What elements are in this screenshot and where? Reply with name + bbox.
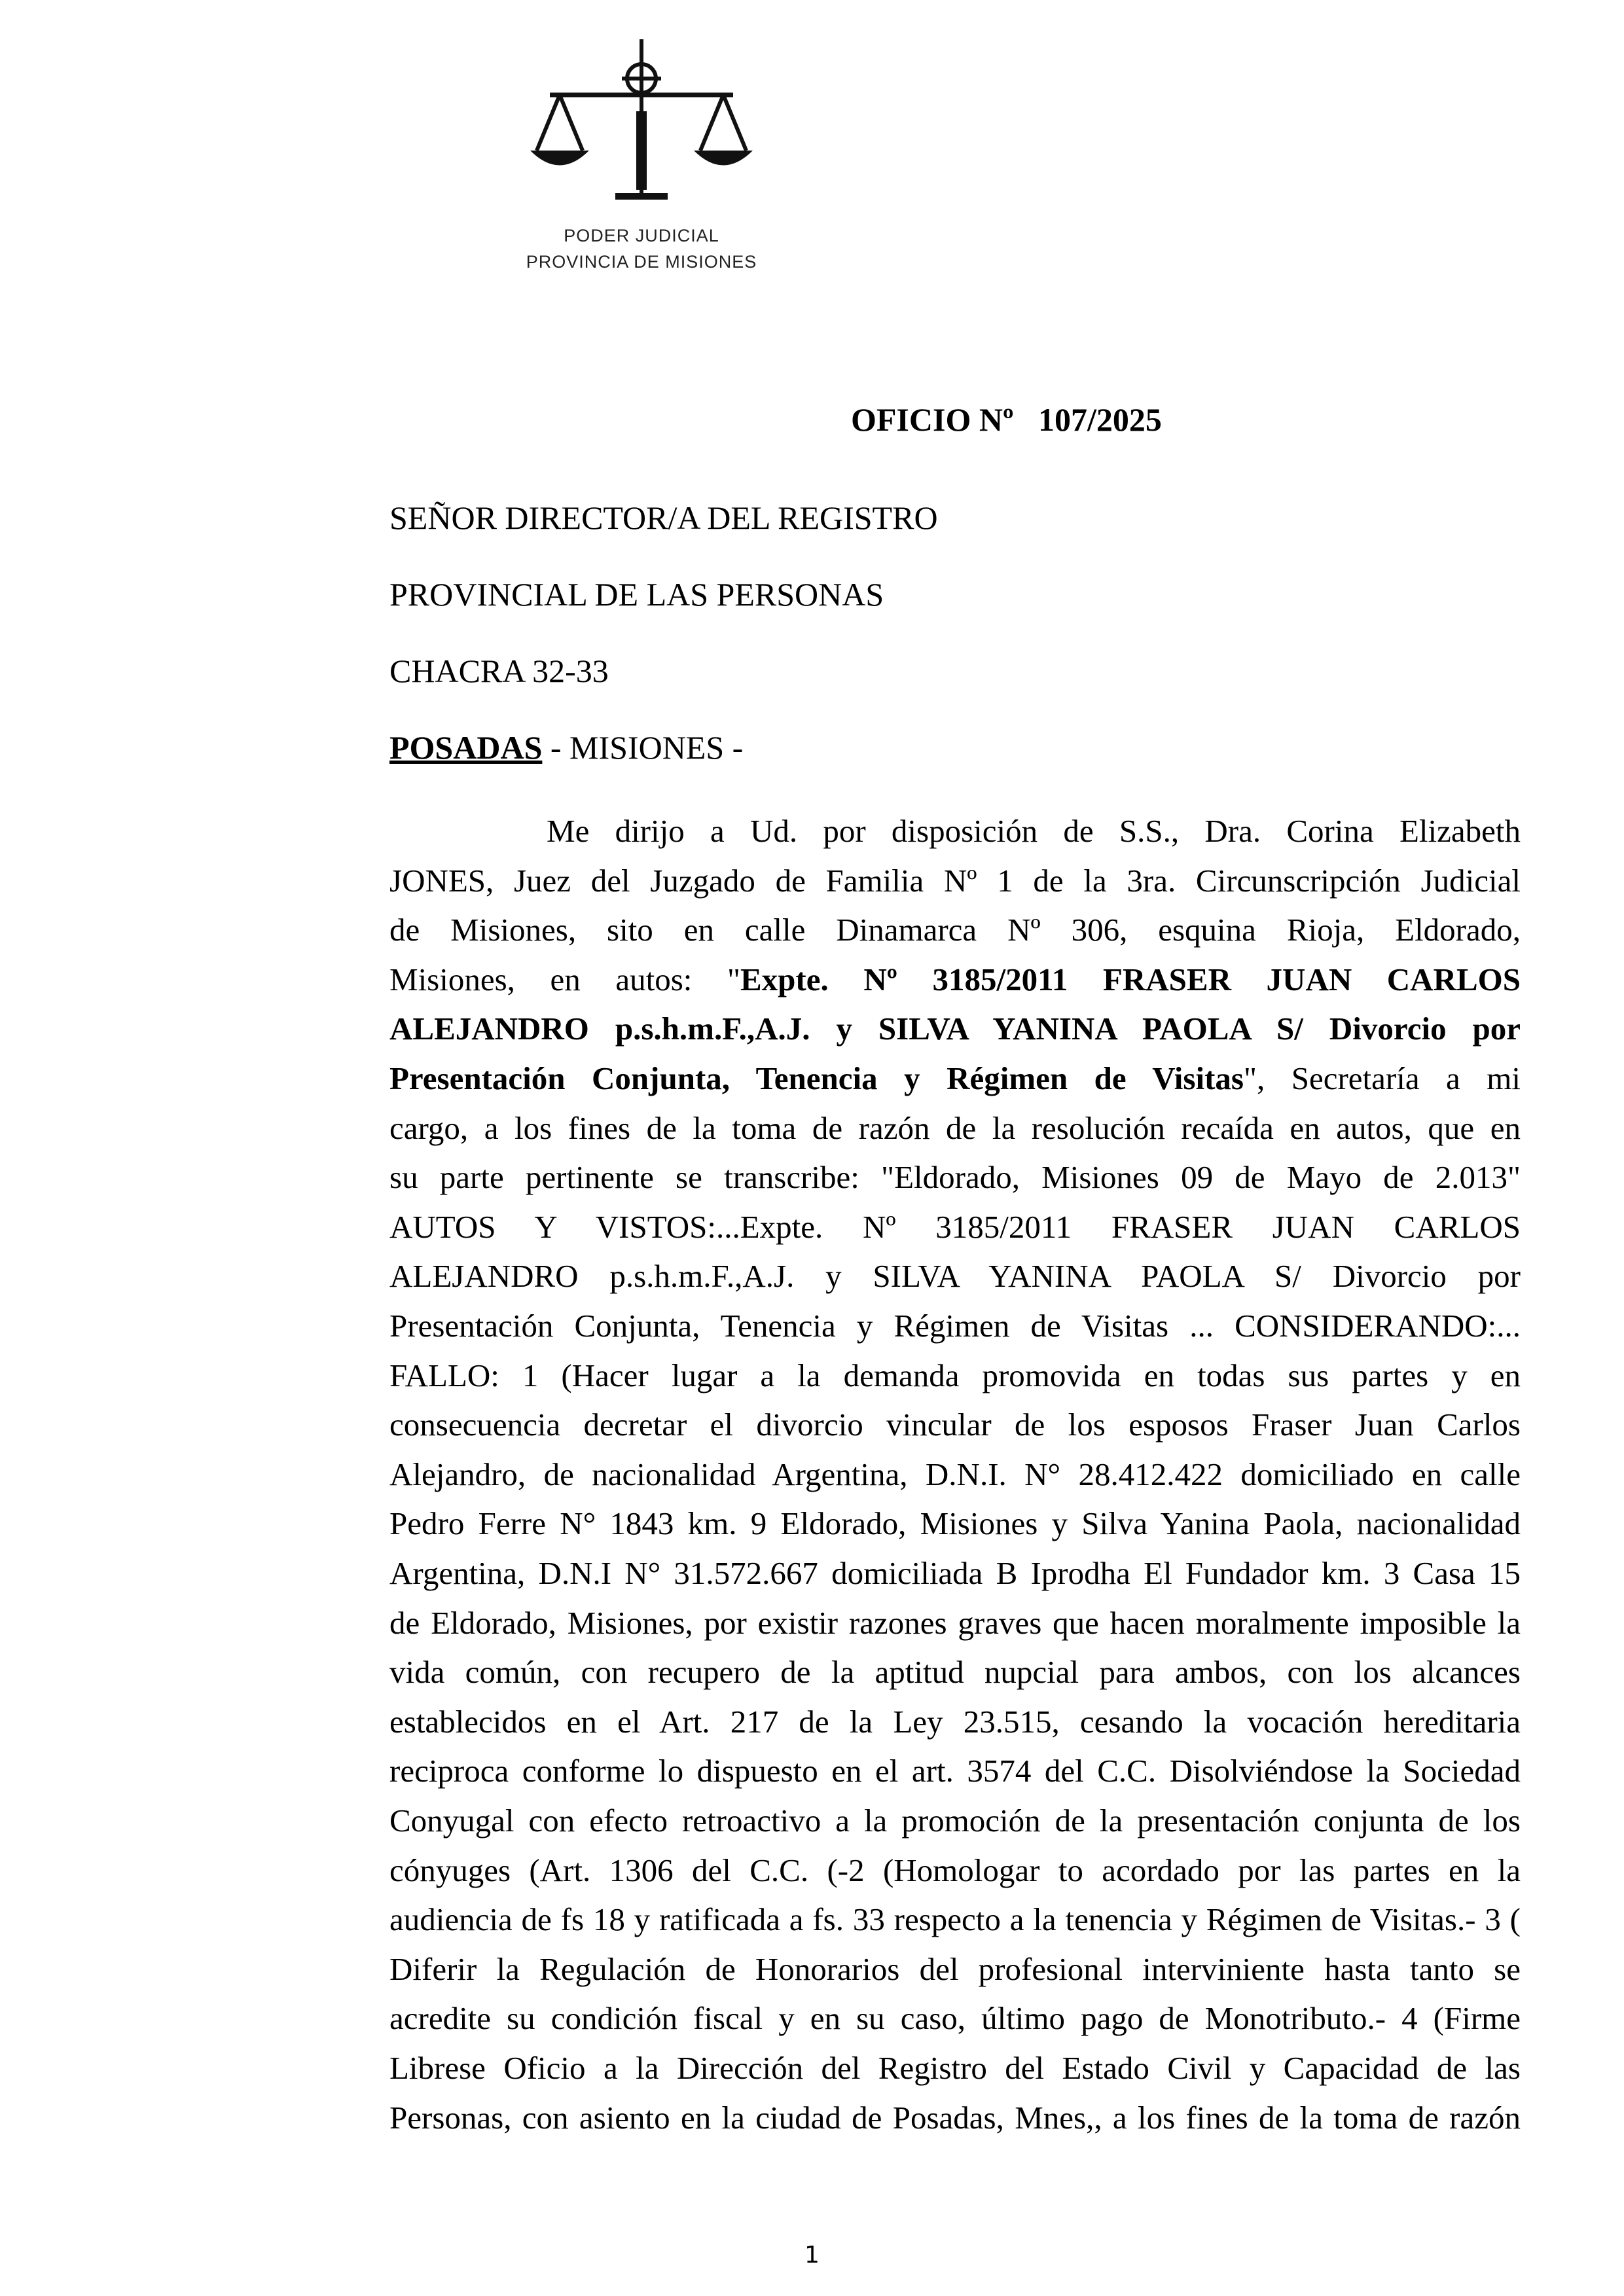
body-line (389, 910, 1521, 950)
body-line (389, 1801, 1521, 1840)
body-line (389, 1751, 1521, 1791)
body-text: establecidos en el Art. 217 de la Ley 23.515, cesando la vocación hereditaria (389, 1703, 1521, 1740)
body-line (389, 960, 1521, 999)
body-text: vida común, con recupero de la aptitud nupcial para ambos, con los alcances (389, 1654, 1521, 1691)
body-line (389, 1405, 1521, 1444)
body-text: audiencia de fs 18 y ratificada a fs. 33 respecto a la tenencia y Régimen de Visitas.- 3 ( (389, 1901, 1521, 1938)
body-line (389, 1900, 1521, 1939)
page-number: 1 (804, 2242, 820, 2269)
recipient-province: - MISIONES - (542, 729, 744, 766)
body-line (389, 1208, 1521, 1247)
body-line (389, 1009, 1521, 1049)
body-line (389, 1306, 1521, 1346)
body-line (389, 1554, 1521, 1593)
body-text: Librese Oficio a la Dirección del Registro del Estado Civil y Capacidad de las (389, 2050, 1521, 2086)
body-text: Presentación Conjunta, Tenencia y Régimen de Visitas ... CONSIDERANDO:... (389, 1308, 1521, 1344)
body-line (389, 2098, 1521, 2138)
body-text: AUTOS Y VISTOS:...Expte. Nº 3185/2011 FRASER JUAN CARLOS (389, 1208, 1521, 1245)
body-text: Conyugal con efecto retroactivo a la promoción de la presentación conjunta de los (389, 1803, 1521, 1839)
body-line (389, 1257, 1521, 1296)
body-text: FALLO: 1 (Hacer lugar a la demanda promovida en todas sus partes y en (389, 1357, 1521, 1393)
body-text: de Eldorado, Misiones, por existir razones graves que hacen moralmente imposible la (389, 1604, 1521, 1641)
body-line (389, 1604, 1521, 1643)
body-text: de Misiones, sito en calle Dinamarca Nº 306, esquina Rioja, Eldorado, (389, 912, 1521, 948)
body-text: ALEJANDRO p.s.h.m.F.,A.J. y SILVA YANINA PAOLA S/ Divorcio por (389, 1258, 1521, 1295)
body-text: ", Secretaría a mi (1243, 1060, 1521, 1096)
body-text: Me dirijo a Ud. por disposición de S.S., Dra. Corina Elizabeth (547, 813, 1521, 849)
body-text: Diferir la Regulación de Honorarios del profesional interviniente hasta tanto se (389, 1950, 1521, 1987)
body-text: cónyuges (Art. 1306 del C.C. (-2 (Homologar to acordado por las partes en la (389, 1852, 1521, 1888)
recipient-line-2: PROVINCIAL DE LAS PERSONAS (389, 576, 884, 613)
scales-of-justice-icon (524, 39, 759, 216)
body-text-bold: Expte. Nº 3185/2011 FRASER JUAN CARLOS (740, 961, 1521, 997)
body-text-bold: Presentación Conjunta, Tenencia y Régimen de Visitas (389, 1060, 1244, 1096)
body-line (389, 1109, 1521, 1148)
recipient-city: POSADAS (389, 729, 543, 766)
body-text: Alejandro, de nacionalidad Argentina, D.N.I. N° 28.412.422 domiciliado en calle (389, 1456, 1521, 1492)
body-line (389, 1950, 1521, 1989)
body-line (389, 1356, 1521, 1395)
body-line (547, 812, 1521, 851)
body-text-bold: ALEJANDRO p.s.h.m.F.,A.J. y SILVA YANINA PAOLA S/ Divorcio por (389, 1011, 1521, 1047)
recipient-city-line (389, 728, 743, 766)
body-line (389, 1653, 1521, 1692)
body-text: Personas, con asiento en la ciudad de Posadas, Mnes,, a los fines de la toma de razón (389, 2099, 1521, 2136)
body-line (389, 1851, 1521, 1890)
body-line (389, 1702, 1521, 1742)
body-line (389, 2049, 1521, 2088)
recipient-line-3: CHACRA 32-33 (389, 653, 609, 689)
oficio-number-title: OFICIO Nº 107/2025 (851, 401, 1162, 438)
body-text: su parte pertinente se transcribe: "Eldorado, Misiones 09 de Mayo de 2.013" (389, 1159, 1521, 1196)
body-text: Misiones, en autos: " (389, 961, 740, 997)
logo-text-provincia: PROVINCIA DE MISIONES (526, 252, 757, 272)
body-text: Pedro Ferre N° 1843 km. 9 Eldorado, Misiones y Silva Yanina Paola, nacionalidad (389, 1505, 1521, 1542)
body-line (389, 1158, 1521, 1197)
body-text: acredite su condición fiscal y en su caso, último pago de Monotributo.- 4 (Firme (389, 2000, 1521, 2037)
body-text: Argentina, D.N.I N° 31.572.667 domiciliada B Iprodha El Fundador km. 3 Casa 15 (389, 1555, 1521, 1591)
body-text: JONES, Juez del Juzgado de Familia Nº 1 de la 3ra. Circunscripción Judicial (389, 862, 1521, 899)
body-text: reciproca conforme lo dispuesto en el art. 3574 del C.C. Disolviéndose la Sociedad (389, 1753, 1521, 1789)
body-line (389, 861, 1521, 901)
body-line (389, 1999, 1521, 2038)
recipient-line-1: SEÑOR DIRECTOR/A DEL REGISTRO (389, 499, 938, 536)
body-line (389, 1059, 1521, 1098)
body-line (389, 1455, 1521, 1494)
body-text: consecuencia decretar el divorcio vincular de los esposos Fraser Juan Carlos (389, 1407, 1521, 1443)
poder-judicial-logo (497, 39, 785, 288)
logo-text-poder-judicial: PODER JUDICIAL (564, 226, 719, 245)
body-text: cargo, a los fines de la toma de razón de la resolución recaída en autos, que en (389, 1109, 1521, 1146)
body-line (389, 1504, 1521, 1543)
